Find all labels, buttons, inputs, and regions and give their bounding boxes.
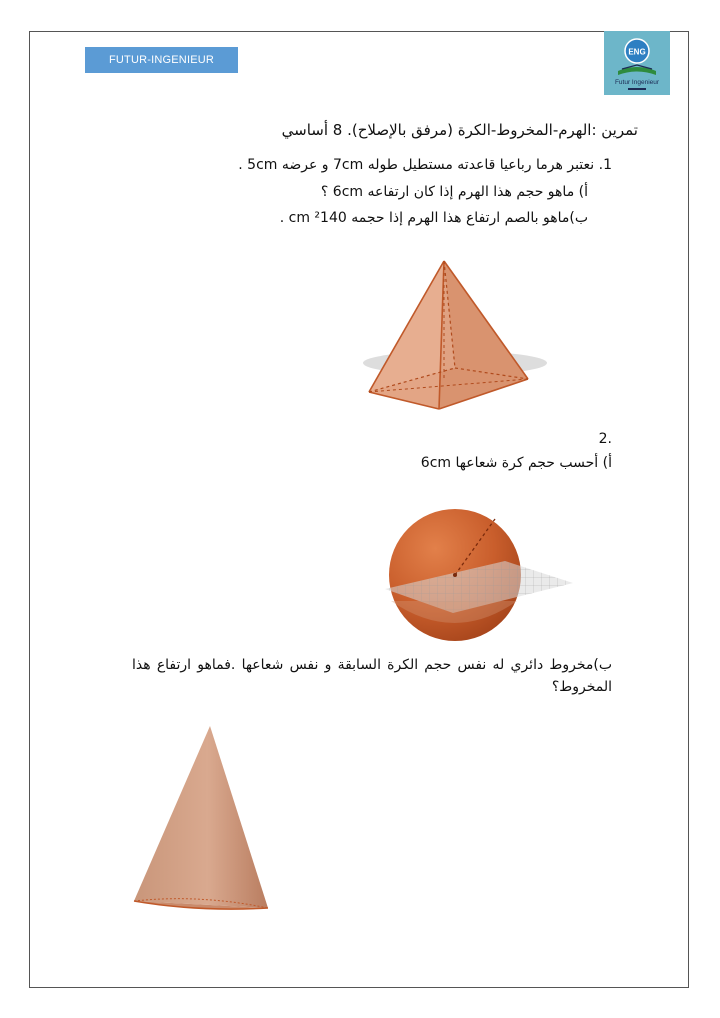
brand-label: FUTUR-INGENIEUR — [85, 47, 238, 73]
question-1a: أ) ماهو حجم هذا الهرم إذا كان ارتفاعه 6cm ؟ — [320, 184, 588, 200]
question-1b: ب)ماهو بالصم ارتفاع هذا الهرم إذا حجمه ²140 cm . — [279, 210, 588, 226]
question-2a: أ) أحسب حجم كرة شعاعها 6cm — [420, 455, 612, 471]
exercise-title: تمرين :الهرم-المخروط-الكرة (مرفق بالإصلاح). 8 أساسي — [281, 121, 638, 139]
logo-badge-text: ENG — [628, 47, 646, 57]
logo-icon — [604, 31, 670, 95]
question-1: 1. نعتبر هرما رباعيا قاعدته مستطيل طوله 7cm و عرضه 5cm . — [238, 157, 612, 173]
cone-figure — [128, 722, 278, 917]
question-2b: ب)مخروط دائري له نفس حجم الكرة السابقة و نفس شعاعها .فماهو ارتفاع هذا المخروط؟ — [132, 657, 612, 695]
question-2-number: 2. — [598, 431, 612, 447]
logo-caption-text: Futur Ingenieur — [614, 79, 660, 86]
pyramid-figure — [355, 255, 555, 415]
sphere-figure — [365, 505, 580, 650]
